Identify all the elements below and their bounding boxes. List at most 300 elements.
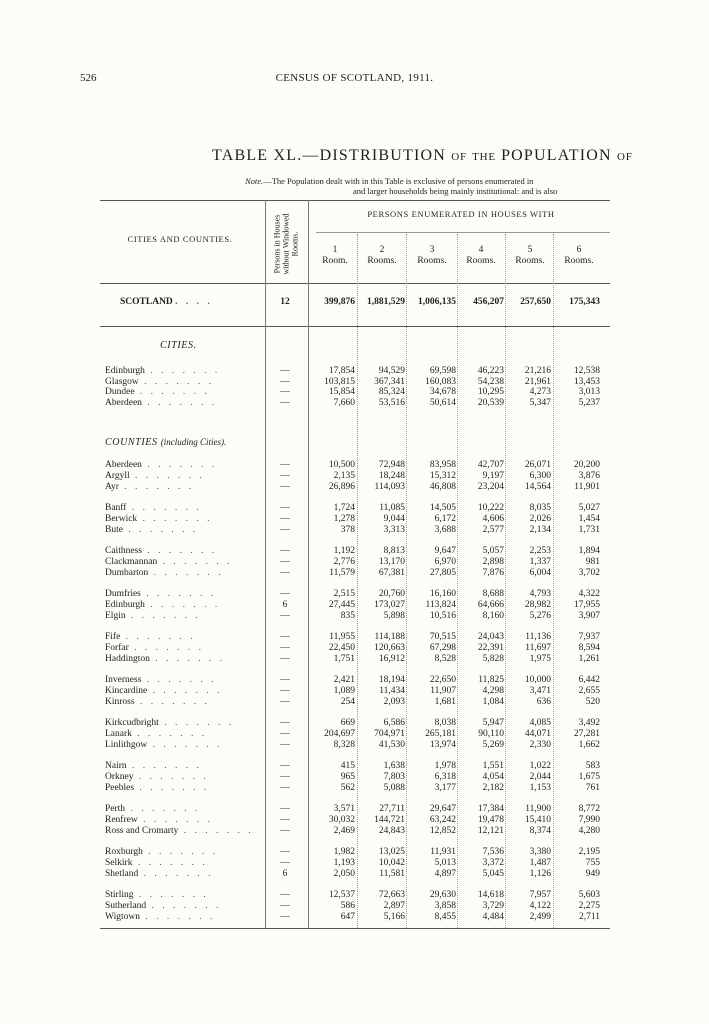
cell-6-rooms: 3,907 <box>578 610 600 621</box>
cell-3-rooms: 1,006,135 <box>418 297 456 307</box>
row-name-text: Selkirk <box>105 857 133 868</box>
cell-6-rooms: 4,322 <box>578 589 600 599</box>
row-name: Dumfries . . . . . . . <box>105 589 217 599</box>
cell-5-rooms: 1,487 <box>529 857 551 868</box>
row-name: Haddington . . . . . . . <box>105 653 226 664</box>
row-name: Stirling . . . . . . . <box>105 890 209 900</box>
cell-5-rooms: 44,071 <box>524 728 551 739</box>
cell-1-room: 10,500 <box>328 460 355 470</box>
cell-6-rooms: 1,662 <box>578 739 600 750</box>
cell-4-rooms: 22,391 <box>477 642 504 653</box>
row-name-text: Haddington <box>105 653 150 664</box>
row-name-text: Roxburgh <box>105 847 143 857</box>
cell-5-rooms: 4,085 <box>529 718 551 728</box>
cell-4-rooms: 5,947 <box>482 718 504 728</box>
row-name: Edinburgh . . . . . . . <box>105 366 221 376</box>
cell-4-rooms: 5,057 <box>482 546 504 556</box>
cell-without: 12 <box>280 297 290 307</box>
row-name-text: Clackmannan <box>105 556 158 567</box>
cell-2-rooms: 11,581 <box>379 868 405 879</box>
cell-2-rooms: 3,313 <box>383 524 405 535</box>
cell-5-rooms: 1,153 <box>529 782 551 793</box>
cell-3-rooms: 6,970 <box>434 556 456 567</box>
cell-3-rooms: 1,978 <box>434 761 456 771</box>
cell-3-rooms: 46,808 <box>429 481 456 492</box>
header-col-2-unit: Rooms. <box>367 256 397 266</box>
cell-2-rooms: 72,948 <box>378 460 405 470</box>
cell-3-rooms: 29,647 <box>429 804 456 814</box>
cell-2-rooms: 85,324 <box>378 387 405 397</box>
row-name-text: Wigtown <box>105 911 140 922</box>
cell-1-room: 2,050 <box>333 868 355 879</box>
cell-without: — <box>280 900 290 911</box>
cell-2-rooms: 6,586 <box>383 718 405 728</box>
note-line-1: —The Population dealt with in this Table is exclusive of persons enumerated in <box>263 176 534 186</box>
cell-without: — <box>280 513 290 524</box>
cell-without: — <box>280 804 290 814</box>
header-col-6-n: 6 <box>576 245 582 255</box>
cell-1-room: 254 <box>340 696 355 707</box>
cell-6-rooms: 3,013 <box>578 387 600 397</box>
row-name: Kinross . . . . . . . <box>105 696 210 707</box>
cell-3-rooms: 63,242 <box>429 814 456 825</box>
header-col-1 <box>311 245 359 267</box>
col-divider-names <box>265 200 266 928</box>
cell-4-rooms: 4,298 <box>482 685 504 696</box>
cell-without: — <box>280 825 290 836</box>
row-name-text: Perth <box>105 804 126 814</box>
cell-2-rooms: 120,663 <box>374 642 405 653</box>
cell-5-rooms: 5,276 <box>529 610 551 621</box>
header-col-1-n: 1 <box>332 245 338 255</box>
cell-2-rooms: 1,638 <box>383 761 405 771</box>
cell-5-rooms: 11,900 <box>525 804 551 814</box>
cell-1-room: 2,515 <box>333 589 355 599</box>
cell-2-rooms: 18,194 <box>378 675 405 685</box>
cell-1-room: 378 <box>340 524 355 535</box>
cell-4-rooms: 2,182 <box>482 782 504 793</box>
header-without-rooms <box>268 205 304 283</box>
cell-3-rooms: 6,172 <box>434 513 456 524</box>
row-name: Banff . . . . . . . <box>105 503 202 513</box>
table-title-of: OF <box>451 151 467 163</box>
table-title-of-trailing: OF <box>616 151 633 163</box>
cell-6-rooms: 5,237 <box>578 397 600 408</box>
row-name: Fife . . . . . . . <box>105 632 196 642</box>
cell-4-rooms: 10,295 <box>477 387 504 397</box>
row-name: Bute . . . . . . . <box>105 524 199 535</box>
row-name-text: Stirling <box>105 890 134 900</box>
cell-5-rooms: 4,122 <box>529 900 551 911</box>
cell-without: — <box>280 610 290 621</box>
row-name-text: Edinburgh <box>105 599 145 610</box>
cell-6-rooms: 1,731 <box>578 524 600 535</box>
header-col-5-unit: Rooms. <box>515 256 545 266</box>
header-without-rooms-text: Persons in Houses without Windowed Rooms. <box>272 213 300 275</box>
cell-5-rooms: 8,035 <box>529 503 551 513</box>
row-name-text: Berwick <box>105 513 138 524</box>
row-name-text: Lanark <box>105 728 132 739</box>
cell-4-rooms: 3,729 <box>482 900 504 911</box>
cell-2-rooms: 10,042 <box>378 857 405 868</box>
cell-without: — <box>280 685 290 696</box>
table-note <box>245 176 625 196</box>
row-name: Kincardine . . . . . . . <box>105 685 223 696</box>
row-name-text: Glasgow <box>105 376 139 387</box>
cell-3-rooms: 8,038 <box>434 718 456 728</box>
cell-without: — <box>280 524 290 535</box>
cell-1-room: 27,445 <box>328 599 355 610</box>
cell-3-rooms: 14,505 <box>429 503 456 513</box>
row-name: Shetland . . . . . . . <box>105 868 214 879</box>
cell-without: — <box>280 761 290 771</box>
cell-1-room: 103,815 <box>324 376 355 387</box>
cell-6-rooms: 7,990 <box>578 814 600 825</box>
row-name: Ross and Cromarty . . . . . . . <box>105 825 254 836</box>
cell-6-rooms: 949 <box>585 868 600 879</box>
cell-5-rooms: 3,471 <box>529 685 551 696</box>
cell-2-rooms: 41,530 <box>378 739 405 750</box>
cell-1-room: 669 <box>340 718 355 728</box>
cell-4-rooms: 11,825 <box>478 675 504 685</box>
cell-without: — <box>280 847 290 857</box>
row-name-text: Shetland <box>105 868 139 879</box>
cell-5-rooms: 2,026 <box>529 513 551 524</box>
cell-6-rooms: 1,261 <box>578 653 600 664</box>
cell-2-rooms: 114,188 <box>374 632 405 642</box>
row-name-text: Sutherland <box>105 900 147 911</box>
row-name: Dumbarton . . . . . . . <box>105 567 224 578</box>
cell-4-rooms: 64,666 <box>477 599 504 610</box>
cell-4-rooms: 17,384 <box>477 804 504 814</box>
cell-3-rooms: 29,630 <box>429 890 456 900</box>
cell-2-rooms: 27,711 <box>379 804 405 814</box>
cell-without: — <box>280 642 290 653</box>
cell-2-rooms: 1,881,529 <box>367 297 405 307</box>
cell-2-rooms: 367,341 <box>374 376 405 387</box>
cell-3-rooms: 11,931 <box>430 847 456 857</box>
cell-6-rooms: 1,454 <box>578 513 600 524</box>
cell-2-rooms: 5,088 <box>383 782 405 793</box>
cell-5-rooms: 10,000 <box>524 675 551 685</box>
cell-6-rooms: 4,280 <box>578 825 600 836</box>
cell-4-rooms: 1,084 <box>482 696 504 707</box>
cell-3-rooms: 70,515 <box>429 632 456 642</box>
cell-3-rooms: 3,177 <box>434 782 456 793</box>
cell-6-rooms: 3,876 <box>578 470 600 481</box>
cell-1-room: 647 <box>340 911 355 922</box>
cell-5-rooms: 5,347 <box>529 397 551 408</box>
cell-2-rooms: 9,044 <box>383 513 405 524</box>
header-cities-counties: CITIES AND COUNTIES. <box>127 234 233 244</box>
cell-4-rooms: 2,898 <box>482 556 504 567</box>
cell-1-room: 17,854 <box>328 366 355 376</box>
cell-5-rooms: 21,216 <box>524 366 551 376</box>
table-bottom-rule <box>100 928 610 929</box>
row-name: Wigtown . . . . . . . <box>105 911 216 922</box>
cell-without: — <box>280 814 290 825</box>
cell-3-rooms: 11,907 <box>430 685 456 696</box>
cell-5-rooms: 4,793 <box>529 589 551 599</box>
cell-without: — <box>280 771 290 782</box>
cell-2-rooms: 5,898 <box>383 610 405 621</box>
row-name: Orkney . . . . . . . <box>105 771 209 782</box>
cell-2-rooms: 2,897 <box>383 900 405 911</box>
cell-3-rooms: 8,528 <box>434 653 456 664</box>
row-name-text: Dumfries <box>105 589 141 599</box>
cell-1-room: 1,724 <box>333 503 355 513</box>
row-name-text: Ayr <box>105 481 119 492</box>
cell-without: — <box>280 366 290 376</box>
row-name: Forfar . . . . . . . <box>105 642 204 653</box>
row-name: Caithness . . . . . . . <box>105 546 218 556</box>
cell-1-room: 11,579 <box>329 567 355 578</box>
cell-5-rooms: 21,961 <box>524 376 551 387</box>
cell-1-room: 399,876 <box>324 297 355 307</box>
row-name: Selkirk . . . . . . . <box>105 857 208 868</box>
row-name-text: Edinburgh <box>105 366 145 376</box>
cell-4-rooms: 7,536 <box>482 847 504 857</box>
cell-6-rooms: 1,894 <box>578 546 600 556</box>
cell-6-rooms: 3,702 <box>578 567 600 578</box>
cell-3-rooms: 27,805 <box>429 567 456 578</box>
row-name: Nairn . . . . . . . <box>105 761 202 771</box>
cell-5-rooms: 2,134 <box>529 524 551 535</box>
cell-3-rooms: 4,897 <box>434 868 456 879</box>
cell-3-rooms: 69,598 <box>429 366 456 376</box>
cell-1-room: 22,450 <box>328 642 355 653</box>
header-col-2-n: 2 <box>379 245 385 255</box>
cell-4-rooms: 42,707 <box>477 460 504 470</box>
row-name-text: SCOTLAND <box>120 297 173 307</box>
cell-3-rooms: 22,650 <box>429 675 456 685</box>
cell-2-rooms: 173,027 <box>374 599 405 610</box>
cell-6-rooms: 2,655 <box>578 685 600 696</box>
cell-3-rooms: 160,083 <box>425 376 456 387</box>
row-name-text: Caithness <box>105 546 142 556</box>
cell-without: — <box>280 589 290 599</box>
cell-without: — <box>280 470 290 481</box>
cell-5-rooms: 2,253 <box>529 546 551 556</box>
row-name-text: Kinross <box>105 696 135 707</box>
header-enumerated: PERSONS ENUMERATED IN HOUSES WITH <box>367 209 555 219</box>
cell-6-rooms: 12,538 <box>573 366 600 376</box>
row-name-text: Inverness <box>105 675 142 685</box>
cell-5-rooms: 1,022 <box>529 761 551 771</box>
cell-without: — <box>280 387 290 397</box>
cell-3-rooms: 113,824 <box>425 599 456 610</box>
row-name: Renfrew . . . . . . . <box>105 814 213 825</box>
cell-6-rooms: 520 <box>585 696 600 707</box>
cell-5-rooms: 14,564 <box>524 481 551 492</box>
cell-2-rooms: 13,170 <box>378 556 405 567</box>
page-number: 526 <box>80 72 97 84</box>
cell-1-room: 2,469 <box>333 825 355 836</box>
cell-5-rooms: 8,374 <box>529 825 551 836</box>
cell-6-rooms: 761 <box>585 782 600 793</box>
row-name-text: Linlithgow <box>105 739 148 750</box>
cell-5-rooms: 15,410 <box>524 814 551 825</box>
cell-1-room: 835 <box>340 610 355 621</box>
cell-1-room: 965 <box>340 771 355 782</box>
header-col-5-n: 5 <box>527 245 533 255</box>
cell-6-rooms: 175,343 <box>569 297 600 307</box>
cell-2-rooms: 11,085 <box>379 503 405 513</box>
cell-6-rooms: 7,937 <box>578 632 600 642</box>
cell-3-rooms: 13,974 <box>429 739 456 750</box>
row-name: Sutherland . . . . . . . <box>105 900 222 911</box>
header-col-5 <box>506 245 554 267</box>
cell-2-rooms: 8,813 <box>383 546 405 556</box>
counties-heading-text: COUNTIES <box>105 437 158 448</box>
cell-2-rooms: 72,663 <box>378 890 405 900</box>
header-col-4-n: 4 <box>478 245 484 255</box>
cell-1-room: 1,278 <box>333 513 355 524</box>
cities-heading: CITIES. <box>160 340 197 351</box>
cell-1-room: 204,697 <box>324 728 355 739</box>
cell-4-rooms: 456,207 <box>473 297 504 307</box>
cell-4-rooms: 10,222 <box>477 503 504 513</box>
cell-6-rooms: 17,955 <box>573 599 600 610</box>
row-name-text: Elgin <box>105 610 126 621</box>
cell-5-rooms: 1,975 <box>529 653 551 664</box>
cell-3-rooms: 265,181 <box>425 728 456 739</box>
cell-5-rooms: 257,650 <box>520 297 551 307</box>
cell-1-room: 8,328 <box>333 739 355 750</box>
cell-2-rooms: 704,971 <box>374 728 405 739</box>
col-divider-without <box>308 200 309 928</box>
cell-1-room: 7,660 <box>333 397 355 408</box>
cell-6-rooms: 755 <box>585 857 600 868</box>
row-name: Aberdeen . . . . . . . <box>105 460 218 470</box>
cell-3-rooms: 12,852 <box>429 825 456 836</box>
cell-6-rooms: 27,281 <box>573 728 600 739</box>
cell-5-rooms: 11,136 <box>525 632 551 642</box>
cell-2-rooms: 67,381 <box>378 567 405 578</box>
cell-1-room: 15,854 <box>328 387 355 397</box>
table-title-prefix: TABLE XL.—DISTRIBUTION <box>212 147 446 164</box>
row-name: SCOTLAND . . . . <box>120 297 213 307</box>
cell-5-rooms: 26,071 <box>524 460 551 470</box>
row-name-text: Peebles <box>105 782 135 793</box>
row-name-text: Bute <box>105 524 123 535</box>
cell-1-room: 586 <box>340 900 355 911</box>
cell-5-rooms: 28,982 <box>524 599 551 610</box>
cell-5-rooms: 11,697 <box>525 642 551 653</box>
cell-1-room: 415 <box>340 761 355 771</box>
header-col-3 <box>408 245 456 267</box>
cell-3-rooms: 5,013 <box>434 857 456 868</box>
cell-1-room: 1,193 <box>333 857 355 868</box>
row-name: Clackmannan . . . . . . . <box>105 556 233 567</box>
cell-5-rooms: 1,337 <box>529 556 551 567</box>
cell-2-rooms: 94,529 <box>378 366 405 376</box>
cell-without: — <box>280 728 290 739</box>
row-name-text: Banff <box>105 503 127 513</box>
header-col-3-unit: Rooms. <box>417 256 447 266</box>
cell-2-rooms: 11,434 <box>379 685 405 696</box>
cell-6-rooms: 5,603 <box>578 890 600 900</box>
cell-1-room: 1,982 <box>333 847 355 857</box>
cell-3-rooms: 16,160 <box>429 589 456 599</box>
header-col-4 <box>457 245 505 267</box>
cell-2-rooms: 114,093 <box>374 481 405 492</box>
row-name: Aberdeen . . . . . . . <box>105 397 218 408</box>
row-name-text: Orkney <box>105 771 134 782</box>
cell-without: — <box>280 556 290 567</box>
cell-4-rooms: 2,577 <box>482 524 504 535</box>
cell-4-rooms: 5,269 <box>482 739 504 750</box>
header-col-2 <box>358 245 406 267</box>
cell-6-rooms: 6,442 <box>578 675 600 685</box>
cell-5-rooms: 636 <box>536 696 551 707</box>
cell-without: — <box>280 675 290 685</box>
cell-5-rooms: 4,273 <box>529 387 551 397</box>
cell-3-rooms: 10,516 <box>429 610 456 621</box>
cell-4-rooms: 54,238 <box>477 376 504 387</box>
cell-5-rooms: 6,004 <box>529 567 551 578</box>
cell-4-rooms: 8,688 <box>482 589 504 599</box>
cell-3-rooms: 15,312 <box>429 470 456 481</box>
cell-4-rooms: 5,045 <box>482 868 504 879</box>
cell-3-rooms: 50,614 <box>429 397 456 408</box>
cell-2-rooms: 18,248 <box>378 470 405 481</box>
cell-without: 6 <box>282 868 288 879</box>
row-name: Perth . . . . . . . <box>105 804 201 814</box>
cell-3-rooms: 8,455 <box>434 911 456 922</box>
row-name-text: Aberdeen <box>105 397 142 408</box>
row-name-text: Kincardine <box>105 685 148 696</box>
cell-without: — <box>280 653 290 664</box>
cell-4-rooms: 4,484 <box>482 911 504 922</box>
cell-2-rooms: 16,912 <box>378 653 405 664</box>
row-name: Kirkcudbright . . . . . . . <box>105 718 235 728</box>
cell-without: 6 <box>282 599 288 610</box>
cell-1-room: 1,192 <box>333 546 355 556</box>
cell-without: — <box>280 718 290 728</box>
cell-3-rooms: 1,681 <box>434 696 456 707</box>
row-name-text: Fife <box>105 632 121 642</box>
cell-4-rooms: 5,828 <box>482 653 504 664</box>
note-label: Note. <box>245 176 264 186</box>
cell-without: — <box>280 739 290 750</box>
row-name-text: Forfar <box>105 642 129 653</box>
cell-4-rooms: 90,110 <box>478 728 504 739</box>
cell-2-rooms: 24,843 <box>378 825 405 836</box>
cell-3-rooms: 3,688 <box>434 524 456 535</box>
cell-without: — <box>280 782 290 793</box>
row-name: Argyll . . . . . . . <box>105 470 205 481</box>
cell-6-rooms: 8,594 <box>578 642 600 653</box>
row-name: Peebles . . . . . . . <box>105 782 210 793</box>
row-name: Glasgow . . . . . . . <box>105 376 215 387</box>
row-name-text: Renfrew <box>105 814 138 825</box>
cell-6-rooms: 3,492 <box>578 718 600 728</box>
cell-1-room: 30,032 <box>328 814 355 825</box>
cell-3-rooms: 9,647 <box>434 546 456 556</box>
cell-without: — <box>280 503 290 513</box>
cell-3-rooms: 34,678 <box>429 387 456 397</box>
cell-without: — <box>280 481 290 492</box>
cell-6-rooms: 20,200 <box>573 460 600 470</box>
cell-2-rooms: 144,721 <box>374 814 405 825</box>
cell-5-rooms: 2,044 <box>529 771 551 782</box>
cell-6-rooms: 1,675 <box>578 771 600 782</box>
cell-4-rooms: 12,121 <box>477 825 504 836</box>
cell-2-rooms: 13,025 <box>378 847 405 857</box>
note-line-2: and larger households being mainly institutional: and is also <box>353 186 558 196</box>
cell-1-room: 562 <box>340 782 355 793</box>
